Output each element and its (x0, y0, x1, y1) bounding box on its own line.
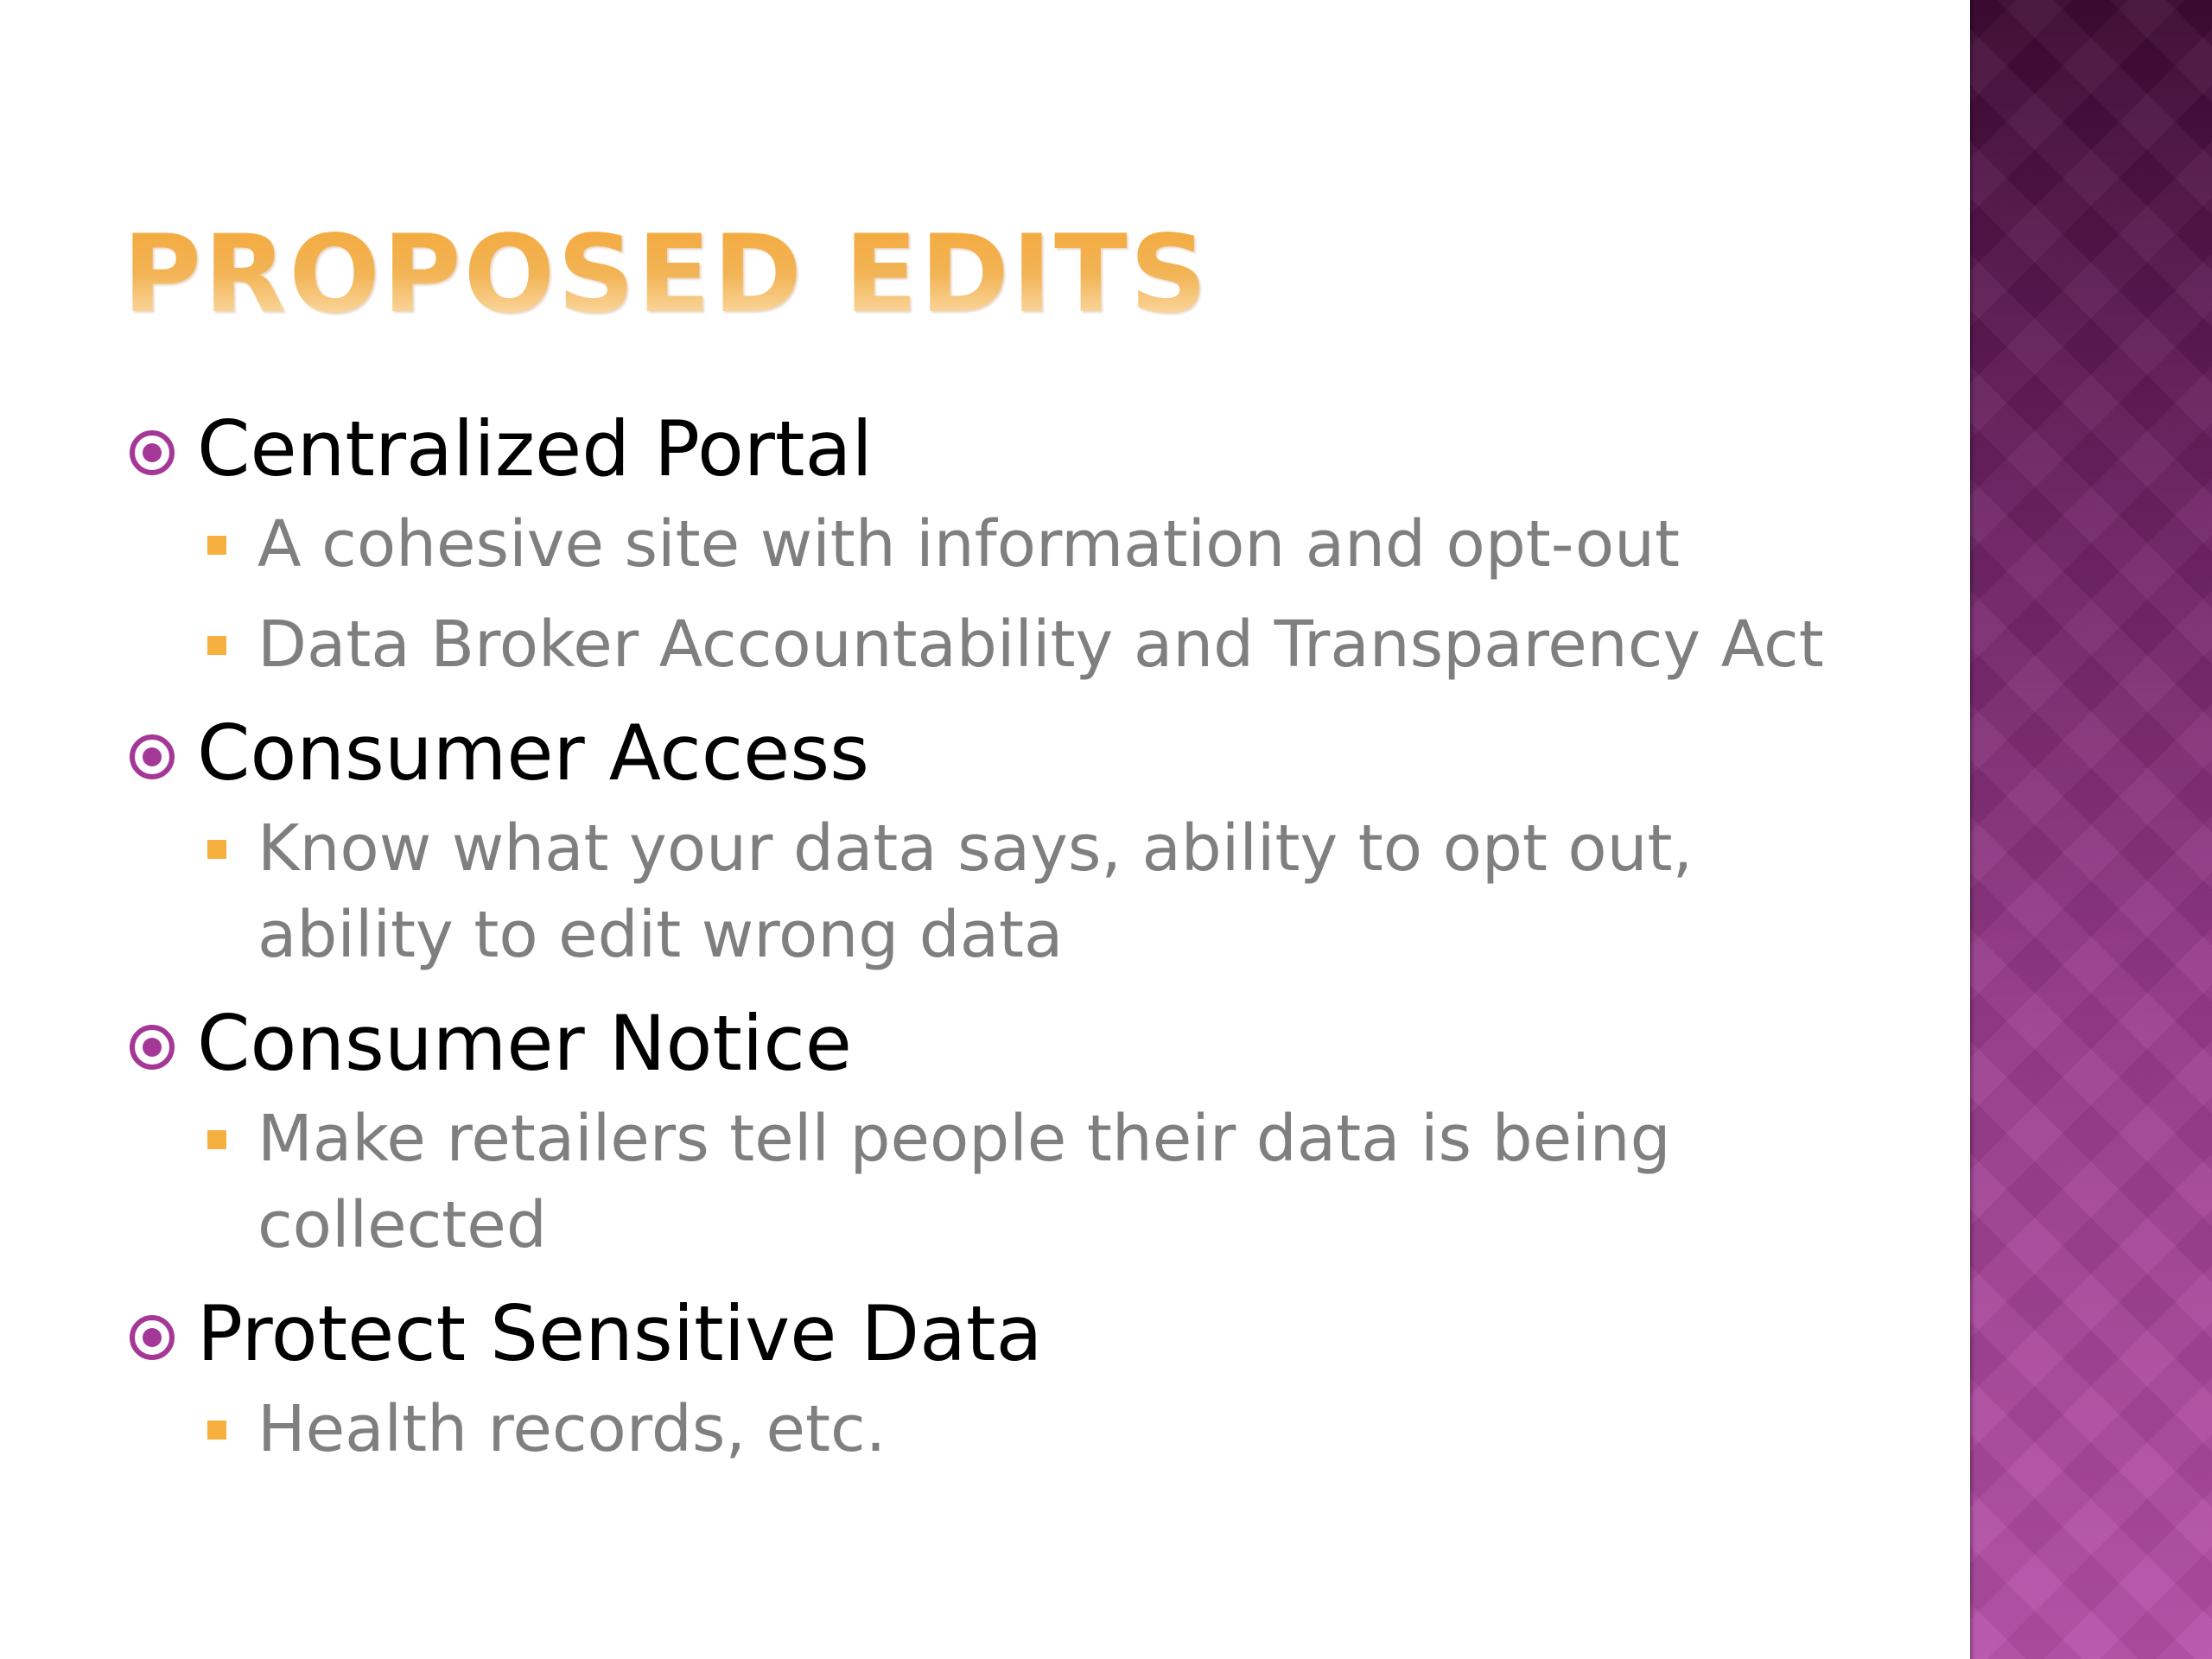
sub-bullet (207, 1096, 1910, 1268)
sub-bullet-list (207, 1096, 1910, 1268)
sub-bullet-text: Make retailers tell people their data is being collected (257, 1102, 1671, 1262)
bullet-item-centralized-portal (130, 397, 1910, 688)
square-bullet-icon (207, 536, 226, 555)
sub-bullet (207, 501, 1910, 588)
square-bullet-icon (207, 840, 226, 859)
sub-bullet-list (207, 1386, 1910, 1472)
bullet-level1 (130, 702, 1910, 805)
circle-bullet-icon (130, 1025, 175, 1070)
circle-bullet-icon (130, 1315, 175, 1360)
bullet-list (130, 397, 1910, 1486)
sub-bullet-text: Health records, etc. (257, 1392, 887, 1466)
sub-bullet-text: Data Broker Accountability and Transparency Act (257, 607, 1824, 682)
bullet-item-protect-sensitive-data (130, 1282, 1910, 1472)
square-bullet-icon (207, 1421, 226, 1440)
circle-bullet-icon (130, 430, 175, 475)
bullet-label: Centralized Portal (197, 404, 873, 493)
circle-bullet-icon (130, 734, 175, 779)
bullet-item-consumer-notice (130, 992, 1910, 1268)
decorative-side-panel (1970, 0, 2212, 1659)
sub-bullet (207, 805, 1910, 978)
square-bullet-icon (207, 636, 226, 655)
bullet-label: Consumer Access (197, 709, 869, 798)
sub-bullet (207, 601, 1910, 688)
slide-title: PROPOSED EDITS (123, 213, 1210, 337)
square-bullet-icon (207, 1130, 226, 1149)
bullet-label: Protect Sensitive Data (197, 1289, 1043, 1378)
bullet-level1 (130, 1282, 1910, 1386)
sub-bullet-list (207, 805, 1910, 978)
sub-bullet-list (207, 501, 1910, 688)
bullet-label: Consumer Notice (197, 999, 852, 1088)
sub-bullet (207, 1386, 1910, 1472)
bullet-item-consumer-access (130, 702, 1910, 978)
sub-bullet-text: A cohesive site with information and opt-out (257, 507, 1681, 582)
bullet-level1 (130, 397, 1910, 501)
bullet-level1 (130, 992, 1910, 1096)
sub-bullet-text: Know what your data says, ability to opt out, ability to edit wrong data (257, 811, 1694, 972)
